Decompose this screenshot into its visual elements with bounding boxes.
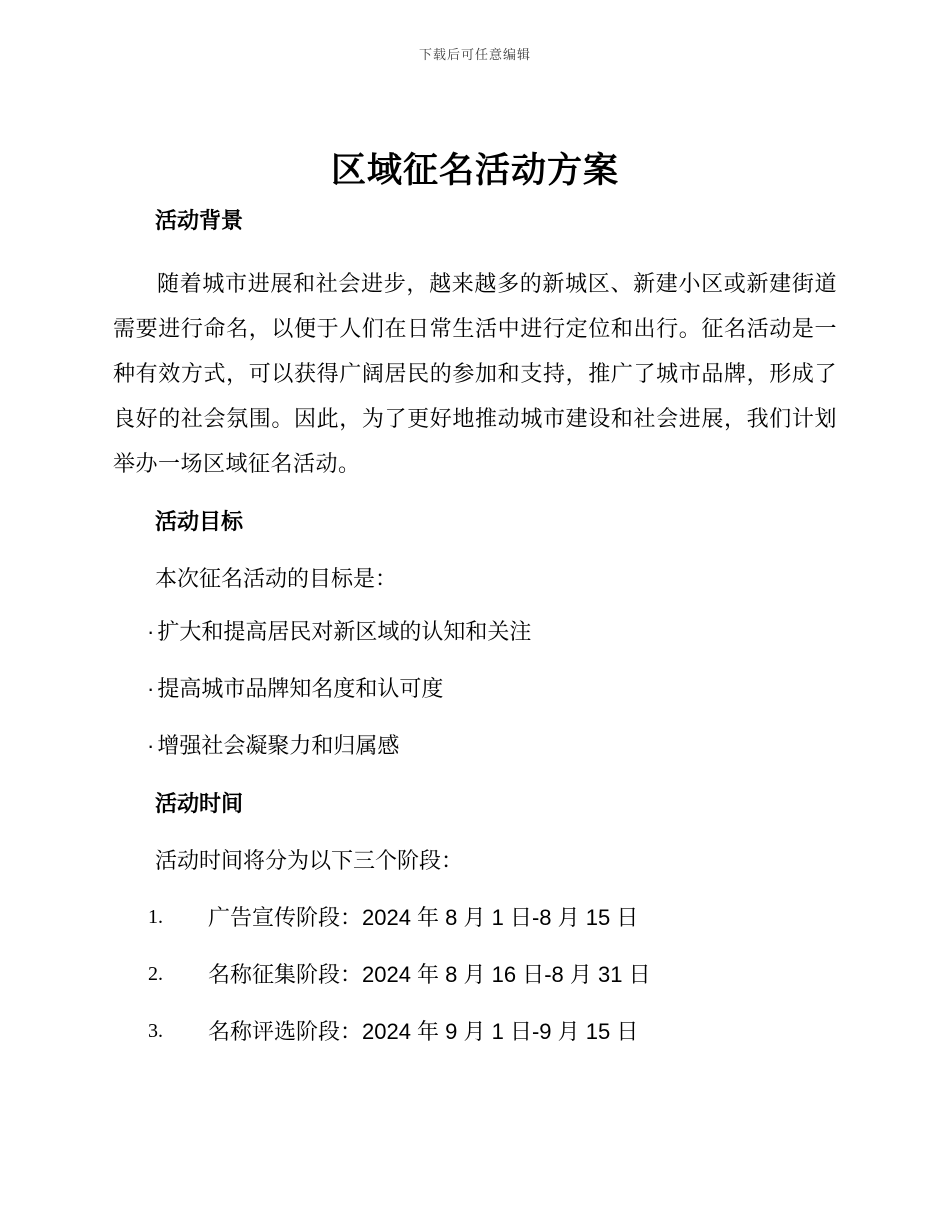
numbered-item	[113, 1009, 837, 1054]
bullet-icon: ·	[147, 619, 155, 644]
section-heading-goals: 活动目标	[155, 509, 244, 534]
item-number: 3.	[148, 1020, 163, 1042]
bullet-icon: ·	[147, 676, 155, 701]
background-paragraph: 随着城市进展和社会进步，越来越多的新城区、新建小区或新建街道需要进行命名，以便于人们在日常生活中进行定位和出行。征名活动是一种有效方式，可以获得广阔居民的参加和支持，推广了城市品牌，形成了良好的社会氛围。因此，为了更好地推动城市建设和社会进展，我们计划举办一场区域征名活动。	[113, 271, 837, 476]
goals-intro: 本次征名活动的目标是：	[155, 566, 398, 591]
bullet-text: 增强社会凝聚力和归属感	[157, 733, 400, 758]
header-note: 下载后可任意编辑	[418, 47, 531, 62]
section-goals	[113, 508, 837, 768]
item-text: 广告宣传阶段：2024 年 8 月 1 日-8 月 15 日	[208, 905, 639, 930]
item-text: 名称征集阶段：2024 年 8 月 16 日-8 月 31 日	[208, 962, 651, 987]
item-text: 名称评选阶段：2024 年 9 月 1 日-9 月 15 日	[208, 1019, 639, 1044]
list-item	[147, 666, 837, 711]
document-title: 区域征名活动方案	[330, 151, 619, 190]
schedule-intro: 活动时间将分为以下三个阶段：	[155, 848, 464, 873]
item-number: 2.	[148, 963, 163, 985]
list-item	[147, 723, 837, 768]
numbered-item	[113, 952, 837, 997]
document-content	[0, 153, 950, 1054]
bullet-text: 提高城市品牌知名度和认可度	[157, 676, 444, 701]
section-schedule	[113, 790, 837, 1054]
bullet-text: 扩大和提高居民对新区域的认知和关注	[157, 619, 532, 644]
section-heading-background: 活动背景	[155, 208, 244, 233]
section-background	[113, 207, 837, 486]
list-item	[147, 609, 837, 654]
section-heading-schedule: 活动时间	[155, 791, 244, 816]
item-number: 1.	[148, 906, 163, 928]
bullet-icon: ·	[147, 733, 155, 758]
numbered-item	[113, 895, 837, 940]
